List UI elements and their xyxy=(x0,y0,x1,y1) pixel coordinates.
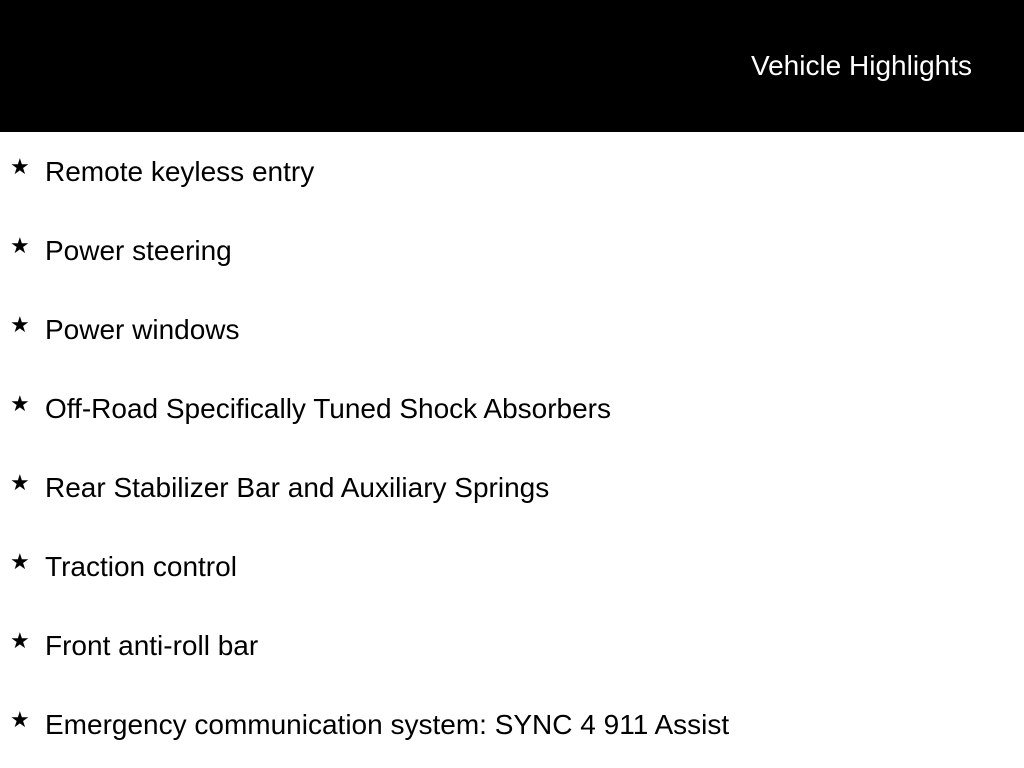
highlight-label: Front anti-roll bar xyxy=(45,630,259,661)
highlight-label: Traction control xyxy=(45,551,237,582)
list-item xyxy=(0,132,1024,211)
star-icon: ★ xyxy=(10,313,30,338)
star-icon: ★ xyxy=(10,155,30,180)
highlight-label: Power steering xyxy=(45,235,232,266)
list-item xyxy=(0,211,1024,290)
highlight-label: Off-Road Specifically Tuned Shock Absorbers xyxy=(45,393,612,424)
star-icon: ★ xyxy=(10,550,30,575)
star-icon: ★ xyxy=(10,471,30,496)
list-item xyxy=(0,606,1024,685)
highlights-list xyxy=(0,132,1024,764)
star-icon: ★ xyxy=(10,392,30,417)
header-bar xyxy=(0,0,1024,132)
star-icon: ★ xyxy=(10,629,30,654)
list-item xyxy=(0,527,1024,606)
highlight-label: Emergency communication system: SYNC 4 911 Assist xyxy=(45,709,730,740)
highlight-label: Power windows xyxy=(45,314,240,345)
highlight-label: Rear Stabilizer Bar and Auxiliary Springs xyxy=(45,472,550,503)
star-icon: ★ xyxy=(10,708,30,733)
list-item xyxy=(0,685,1024,764)
highlight-label: Remote keyless entry xyxy=(45,156,315,187)
star-icon: ★ xyxy=(10,234,30,259)
list-item xyxy=(0,290,1024,369)
page-title: Vehicle Highlights xyxy=(750,50,972,81)
list-item xyxy=(0,448,1024,527)
list-item xyxy=(0,369,1024,448)
